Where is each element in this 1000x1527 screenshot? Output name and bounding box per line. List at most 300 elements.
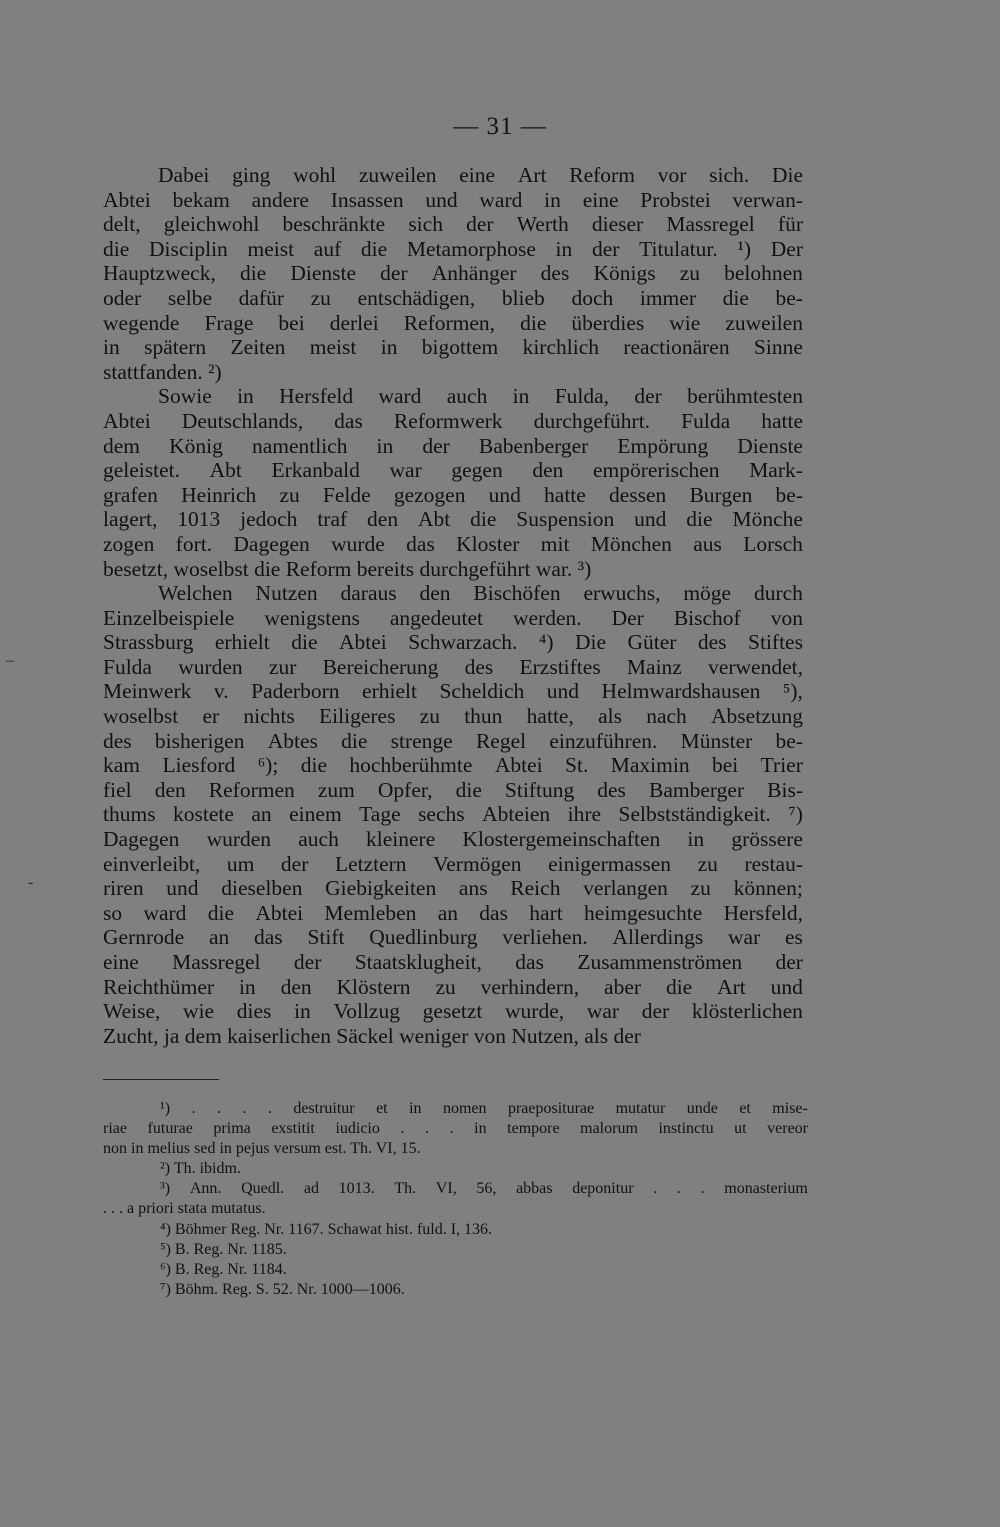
main-text xyxy=(103,163,803,1048)
word: Mark- xyxy=(749,458,803,483)
text-line xyxy=(103,384,803,409)
word: des xyxy=(464,654,494,679)
word: zu xyxy=(419,704,440,729)
word: die xyxy=(686,507,713,532)
text-line xyxy=(103,581,803,606)
word: Quedlinburg xyxy=(369,925,478,950)
word: destruitur xyxy=(293,1100,355,1117)
footnote-line: ⁴) Böhmer Reg. Nr. 1167. Schawat hist. fuld. I, 136. xyxy=(160,1220,493,1238)
word: delt, xyxy=(103,212,141,237)
word: eine xyxy=(459,163,496,187)
word: Stiftung xyxy=(504,777,575,802)
word: Art xyxy=(517,163,547,187)
word: jedoch xyxy=(240,507,298,532)
word: des xyxy=(103,728,132,753)
word: Mönche xyxy=(732,507,803,532)
word: Titulatur. xyxy=(639,236,718,261)
word: Reform xyxy=(569,163,635,187)
text-line xyxy=(103,655,803,680)
text-line xyxy=(103,606,803,631)
word: Klostergemeinschaften xyxy=(462,827,661,852)
word: deponitur xyxy=(572,1180,634,1198)
word: ¹) xyxy=(737,236,752,261)
word: Zeiten xyxy=(230,335,286,360)
word: Disciplin xyxy=(148,236,228,261)
word: derlei xyxy=(329,310,379,335)
word: 56, xyxy=(476,1180,497,1198)
word: Güter xyxy=(627,630,677,655)
word: Staatsklugheit, xyxy=(354,950,482,974)
word: Sinne xyxy=(753,335,803,360)
text-line xyxy=(103,950,803,975)
text-line xyxy=(103,286,803,311)
word: die xyxy=(341,728,368,753)
word: wurden xyxy=(178,654,243,679)
word: abbas xyxy=(516,1180,553,1198)
word: das xyxy=(406,531,435,556)
word: und xyxy=(770,974,803,999)
word: Mainz xyxy=(626,654,682,679)
word: dafür xyxy=(238,285,285,310)
word: Hersfeld, xyxy=(723,900,803,925)
word: VI, xyxy=(435,1180,457,1198)
word: instinctu xyxy=(658,1120,714,1138)
word: . xyxy=(242,1100,247,1117)
word: Die xyxy=(574,630,607,655)
word: Heinrich xyxy=(181,482,257,507)
word: bei xyxy=(278,310,305,335)
word: Selbstständigkeit. xyxy=(618,802,771,827)
word: Gernrode xyxy=(103,925,185,950)
footnote-line: ⁵) B. Reg. Nr. 1185. xyxy=(160,1240,287,1258)
word: den xyxy=(419,581,451,606)
text-line xyxy=(103,925,803,950)
word: andere xyxy=(251,187,309,212)
word: Memleben xyxy=(324,900,417,925)
word: Reformwerk xyxy=(393,408,503,433)
word: verlangen xyxy=(583,876,668,901)
page-number: — 31 — xyxy=(453,113,547,140)
word: Probstei xyxy=(640,187,711,212)
word: auch xyxy=(446,384,488,409)
text-line xyxy=(103,507,803,532)
word: immer xyxy=(639,285,696,310)
word: zu xyxy=(310,285,331,310)
word: der xyxy=(380,261,408,286)
word: nichts xyxy=(243,704,295,729)
word: Weise, xyxy=(103,999,161,1024)
word: so xyxy=(103,900,123,925)
word: St. xyxy=(565,753,589,778)
word: angedeutet xyxy=(389,605,483,630)
word: reactionären xyxy=(623,335,730,360)
word: die xyxy=(455,777,482,802)
word: Abtei xyxy=(338,630,387,655)
text-line xyxy=(103,679,803,704)
word: und xyxy=(425,187,458,212)
word: ward xyxy=(479,187,523,212)
word: Welchen xyxy=(158,581,233,606)
word: gleichwohl xyxy=(163,212,260,237)
word: sechs xyxy=(418,802,465,827)
word: oder xyxy=(103,285,142,310)
word: Anhänger xyxy=(431,261,517,286)
word: die xyxy=(360,236,388,261)
word: Giebigkeiten xyxy=(325,876,437,901)
word: in xyxy=(376,433,394,458)
word: grafen xyxy=(103,482,158,507)
word: Allerdings xyxy=(612,925,704,950)
word: bekam xyxy=(172,187,230,212)
word: eine xyxy=(582,187,619,212)
word: an xyxy=(251,802,272,827)
word: Deutschlands, xyxy=(181,408,304,433)
word: einigermassen xyxy=(548,851,672,876)
word: Bereicherung xyxy=(322,654,439,679)
word: zu xyxy=(690,876,711,901)
word: hochberühmte xyxy=(349,753,473,778)
margin-dash: - xyxy=(28,874,34,891)
word: Stiftes xyxy=(748,630,803,655)
word: ad xyxy=(303,1180,319,1198)
text-line xyxy=(103,434,803,459)
word: Abtei xyxy=(103,408,151,433)
word: Hersfeld xyxy=(279,384,354,409)
word: zu xyxy=(679,261,700,286)
word: Lorsch xyxy=(743,531,803,556)
word: Dagegen xyxy=(233,531,310,556)
text-line xyxy=(103,901,803,926)
word: und xyxy=(488,482,521,507)
word: die xyxy=(291,630,318,655)
word: iudicio xyxy=(335,1120,380,1138)
word: einverleibt, xyxy=(103,851,201,876)
word: wohl xyxy=(293,163,337,187)
word: Reformen, xyxy=(403,310,496,335)
word: nach xyxy=(646,704,687,729)
word: Meinwerk xyxy=(103,679,192,704)
text-line xyxy=(103,212,803,237)
word: Letztern xyxy=(334,851,407,876)
word: gesetzt xyxy=(422,999,483,1024)
word: Burgen xyxy=(689,482,753,507)
word: wie xyxy=(669,310,701,335)
word: die xyxy=(239,261,267,286)
word: er xyxy=(202,704,220,729)
word: aus xyxy=(693,531,722,556)
word: empörerischen xyxy=(593,458,720,483)
word: war xyxy=(728,925,761,950)
word: meist xyxy=(247,236,295,261)
word: wenigstens xyxy=(264,605,360,630)
word: Nutzen xyxy=(255,581,318,606)
word: lagert, xyxy=(103,507,158,532)
word: Trier xyxy=(760,753,803,778)
word: gegen xyxy=(451,458,503,483)
word: die xyxy=(300,753,328,778)
word: den xyxy=(154,777,186,802)
text-line xyxy=(103,876,803,901)
word: kleinere xyxy=(366,827,436,852)
word: daraus xyxy=(340,581,397,606)
word: 1013 xyxy=(177,507,221,532)
word: wie xyxy=(183,999,215,1024)
word: Bamberger xyxy=(648,777,745,802)
word: Erzstiftes xyxy=(519,654,601,679)
word: Abtei xyxy=(255,900,304,925)
text-line xyxy=(103,975,803,1000)
word: Abteien xyxy=(482,802,551,827)
word: zogen xyxy=(103,531,155,556)
word: der xyxy=(775,950,803,974)
word: eine xyxy=(103,950,139,974)
word: zu xyxy=(697,851,718,876)
word: die xyxy=(470,507,497,532)
word: den xyxy=(532,458,564,483)
word: in xyxy=(687,827,705,852)
word: Abtei xyxy=(494,753,543,778)
word: in xyxy=(238,974,256,999)
word: an xyxy=(208,925,230,950)
text-line xyxy=(103,630,803,655)
word: vereor xyxy=(767,1120,808,1138)
word: und xyxy=(634,507,667,532)
word: strenge xyxy=(390,728,453,753)
word: . xyxy=(191,1100,196,1117)
word: Frage xyxy=(204,310,254,335)
word: Massregel xyxy=(172,950,261,974)
word: be- xyxy=(775,482,803,507)
word: Der xyxy=(770,236,803,261)
word: mise- xyxy=(772,1100,808,1117)
word: ⁶); xyxy=(257,753,279,778)
margin-dash: – xyxy=(6,652,14,669)
word: sich. xyxy=(709,163,750,187)
word: . xyxy=(217,1100,221,1117)
word: an xyxy=(437,900,458,925)
word: war xyxy=(389,458,422,483)
word: der xyxy=(293,950,322,974)
word: sich xyxy=(408,212,443,237)
text-line: Zucht, ja dem kaiserlichen Säckel weniger von Nutzen, als der xyxy=(103,1023,641,1048)
word: Werth xyxy=(516,212,569,237)
text-line xyxy=(103,335,803,360)
word: wurde, xyxy=(505,999,565,1024)
word: verwan- xyxy=(732,187,803,212)
word: Abt xyxy=(209,458,242,483)
word: dieser xyxy=(591,212,644,237)
footnote-line xyxy=(103,1119,808,1139)
word: unde xyxy=(686,1100,718,1117)
word: Fulda xyxy=(103,654,152,679)
word: hatte, xyxy=(526,704,574,729)
word: Dienste xyxy=(290,261,357,286)
word: Bischof xyxy=(673,605,741,630)
word: aber xyxy=(604,974,642,999)
word: Abtes xyxy=(267,728,318,753)
word: hatte xyxy=(544,482,586,507)
word: Bischöfen xyxy=(473,581,561,606)
word: Massregel xyxy=(666,212,755,237)
word: ward xyxy=(378,384,422,409)
word: wegende xyxy=(103,310,180,335)
word: des xyxy=(597,777,626,802)
word: kam xyxy=(103,753,141,778)
word: Metamorphose xyxy=(406,236,536,261)
word: Zusammenströmen xyxy=(577,950,743,974)
word: et xyxy=(739,1100,751,1117)
text-line xyxy=(103,802,803,827)
word: die xyxy=(665,974,693,999)
word: Dagegen xyxy=(103,827,180,852)
word: für xyxy=(777,212,803,237)
word: des xyxy=(540,261,570,286)
footnote-line: . . . a priori stata mutatus. xyxy=(103,1200,266,1218)
word: die xyxy=(207,900,235,925)
word: zuweilen xyxy=(725,310,803,335)
word: exstitit xyxy=(271,1120,315,1138)
word: ging xyxy=(232,163,271,187)
word: Klöstern xyxy=(336,974,411,999)
word: riae xyxy=(103,1120,127,1138)
word: Insassen xyxy=(330,187,404,212)
text-line xyxy=(103,163,803,188)
word: prima xyxy=(213,1120,251,1138)
word: das xyxy=(334,408,363,433)
word: spätern xyxy=(144,335,207,360)
word: Eiligeres xyxy=(319,704,396,729)
word: Empörung xyxy=(617,433,709,458)
word: zum xyxy=(317,777,355,802)
word: Strassburg xyxy=(103,630,194,655)
word: überdies xyxy=(571,310,645,335)
word: Quedl. xyxy=(241,1180,285,1198)
text-line xyxy=(103,311,803,336)
word: tempore xyxy=(507,1120,560,1138)
word: blieb xyxy=(501,285,545,310)
word: die xyxy=(520,310,547,335)
word: Maximin xyxy=(610,753,690,778)
word: Opfer, xyxy=(377,777,433,802)
word: be- xyxy=(775,285,803,310)
word: dem xyxy=(103,433,141,458)
word: belohnen xyxy=(724,261,803,286)
word: dies xyxy=(236,999,272,1024)
word: in xyxy=(512,384,530,409)
word: fort. xyxy=(175,531,213,556)
word: Babenberger xyxy=(478,433,589,458)
word: Königs xyxy=(593,261,656,286)
text-line xyxy=(103,827,803,852)
word: ans xyxy=(458,876,488,901)
word: ut xyxy=(734,1120,747,1138)
word: Liesford xyxy=(162,753,236,778)
word: gezogen xyxy=(393,482,466,507)
word: ihre xyxy=(567,802,602,827)
word: zuweilen xyxy=(358,163,437,187)
word: Regel xyxy=(475,728,527,753)
word: Reich xyxy=(510,876,561,901)
text-line xyxy=(103,999,803,1024)
word: wurde xyxy=(331,531,385,556)
word: auch xyxy=(298,827,339,852)
word: verliehen. xyxy=(502,925,588,950)
word: Tage xyxy=(359,802,401,827)
word: ¹) xyxy=(160,1100,171,1117)
word: Dienste xyxy=(737,433,803,458)
word: nomen xyxy=(442,1100,487,1117)
word: Ann. xyxy=(189,1180,222,1198)
word: . xyxy=(700,1180,705,1198)
word: möge xyxy=(683,581,732,606)
word: thums xyxy=(103,802,156,827)
word: restau- xyxy=(744,851,803,876)
word: Vollzug xyxy=(333,999,400,1024)
word: mutatur xyxy=(615,1100,666,1117)
footnote-line: ²) Th. ibidm. xyxy=(160,1160,241,1178)
word: heimgesuchte xyxy=(584,900,703,925)
word: Helmwardshausen xyxy=(601,679,761,704)
word: beschränkte xyxy=(282,212,386,237)
text-line xyxy=(103,704,803,729)
word: monasterium xyxy=(724,1180,808,1198)
word: v. xyxy=(213,679,229,704)
word: Sowie xyxy=(158,384,212,409)
word: mit xyxy=(540,531,570,556)
text-line xyxy=(103,778,803,803)
word: das xyxy=(515,950,544,974)
word: um xyxy=(226,851,255,876)
word: malorum xyxy=(580,1120,638,1138)
word: in xyxy=(380,335,398,360)
word: entschädigen, xyxy=(357,285,476,310)
word: zu xyxy=(435,974,456,999)
word: Reformen xyxy=(208,777,295,802)
word: die xyxy=(722,285,749,310)
word: Der xyxy=(611,605,644,630)
word: fiel xyxy=(103,777,132,802)
word: das xyxy=(479,900,508,925)
text-line: besetzt, woselbst die Reform bereits durchgeführt war. ³) xyxy=(103,556,592,581)
word: berühmtesten xyxy=(687,384,803,409)
word: bei xyxy=(711,753,739,778)
word: einem xyxy=(289,802,342,827)
text-line xyxy=(103,409,803,434)
word: der xyxy=(641,999,670,1024)
word: Erkanbald xyxy=(271,458,360,483)
word: . xyxy=(267,1100,272,1117)
word: wurden xyxy=(206,827,272,852)
word: grössere xyxy=(731,827,803,852)
word: in xyxy=(294,999,311,1024)
word: be- xyxy=(775,728,803,753)
word: König xyxy=(169,433,223,458)
word: Die xyxy=(771,163,803,187)
footnote-line: non in melius sed in pejus versum est. Th. VI, 15. xyxy=(103,1140,421,1158)
footnotes xyxy=(103,1099,808,1300)
word: der xyxy=(280,851,309,876)
word: hart xyxy=(529,900,563,925)
footnote-rule xyxy=(103,1079,219,1080)
word: Einzelbeispiele xyxy=(103,605,235,630)
word: ⁷) xyxy=(788,802,803,827)
word: das xyxy=(254,925,283,950)
word: den xyxy=(367,507,399,532)
word: Scheldich xyxy=(439,679,525,704)
word: Abtei xyxy=(103,187,151,212)
word: namentlich xyxy=(251,433,348,458)
word: Paderborn xyxy=(251,679,340,704)
